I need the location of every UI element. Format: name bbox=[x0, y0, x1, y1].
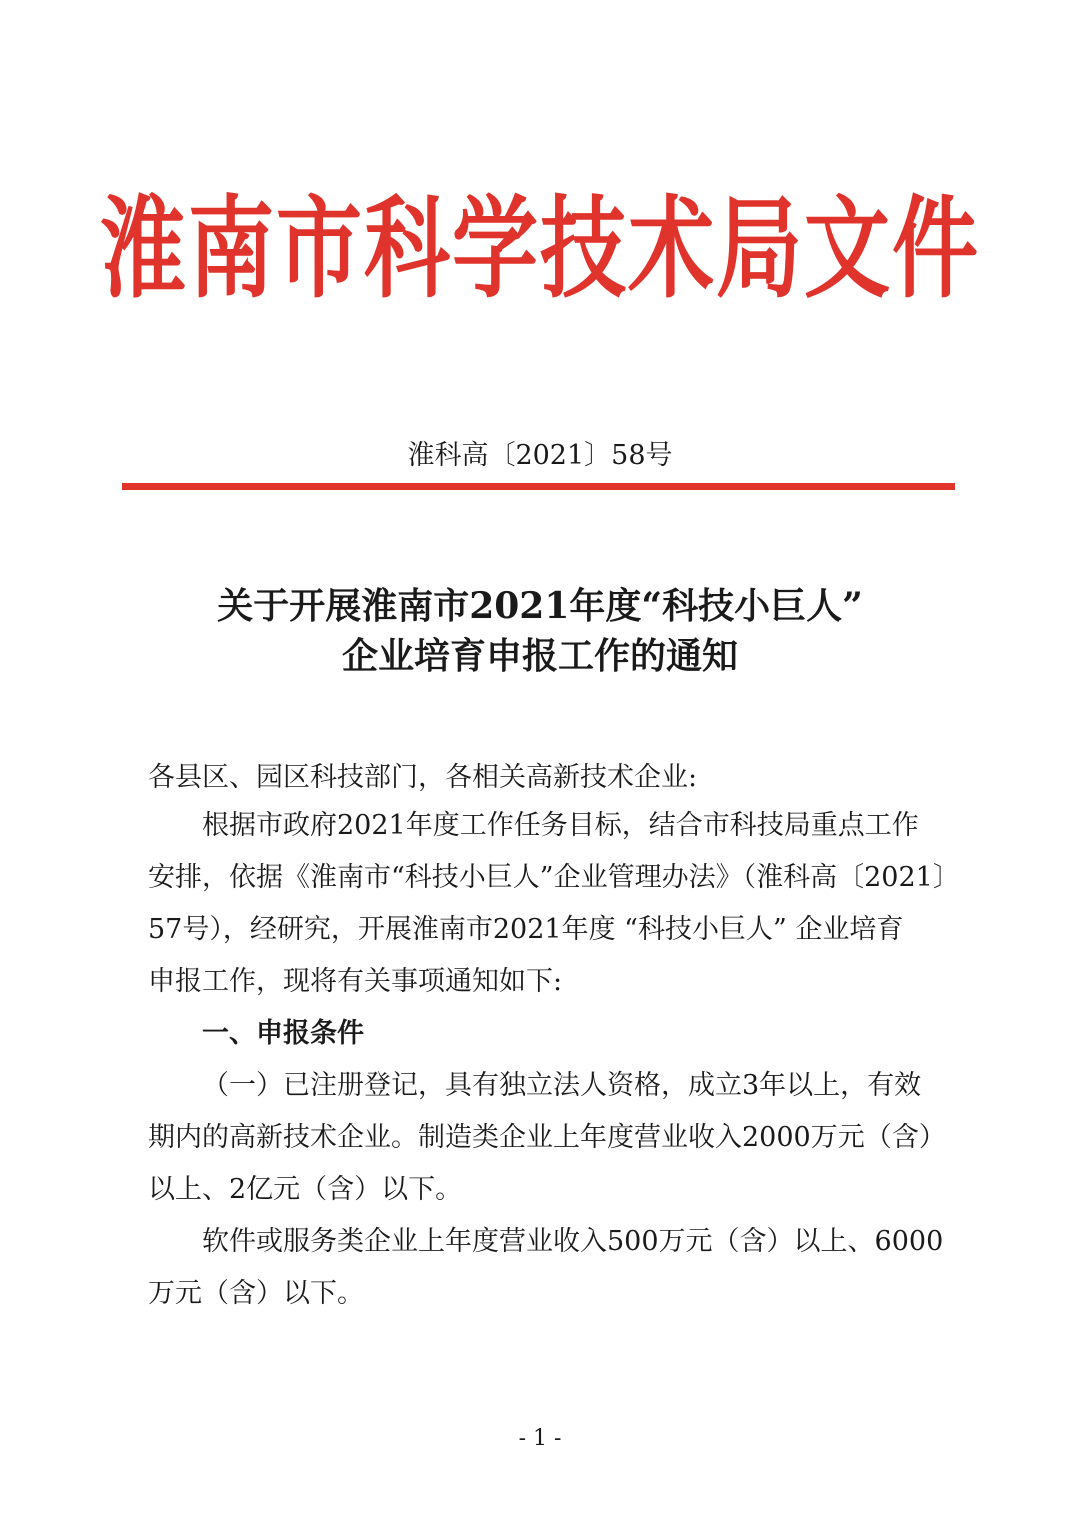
notice-title-line-2: 企业培育申报工作的通知 bbox=[341, 635, 738, 677]
masthead-title: 淮南市科学技术局文件 bbox=[100, 186, 980, 314]
intro-line: 申报工作，现将有关事项通知如下: bbox=[148, 966, 563, 997]
condition-item-2-line: 软件或服务类企业上年度营业收入500万元（含）以上、6000 bbox=[202, 1226, 944, 1257]
condition-item-2-line: 万元（含）以下。 bbox=[148, 1278, 364, 1309]
intro-line: 安排，依据《淮南市“科技小巨人”企业管理办法》（淮科高〔2021〕 bbox=[148, 862, 960, 893]
condition-item-1-line: 以上、2亿元（含）以下。 bbox=[148, 1174, 463, 1205]
condition-item-1-line: 期内的高新技术企业。制造类企业上年度营业收入2000万元（含） bbox=[148, 1122, 946, 1153]
section-heading-application-conditions: 一、申报条件 bbox=[202, 1018, 364, 1049]
intro-line: 57号），经研究，开展淮南市2021年度 “科技小巨人” 企业培育 bbox=[148, 914, 904, 945]
page-number: - 1 - bbox=[518, 1426, 562, 1451]
notice-title-line-1: 关于开展淮南市2021年度“科技小巨人” bbox=[217, 585, 863, 627]
red-divider-rule bbox=[122, 483, 955, 490]
salutation: 各县区、园区科技部门，各相关高新技术企业: bbox=[148, 762, 698, 793]
condition-item-1-line: （一）已注册登记，具有独立法人资格，成立3年以上，有效 bbox=[202, 1070, 922, 1101]
intro-line: 根据市政府2021年度工作任务目标，结合市科技局重点工作 bbox=[202, 810, 919, 841]
document-number: 淮科高〔2021〕58号 bbox=[407, 440, 673, 471]
